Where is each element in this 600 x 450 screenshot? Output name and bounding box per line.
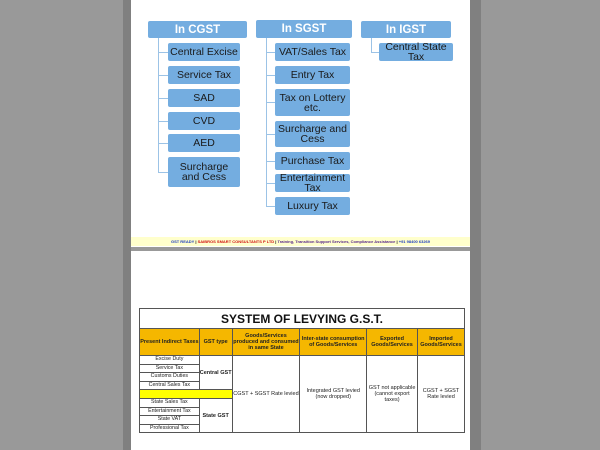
imported-cell: CGST + SGST Rate levied [418, 356, 465, 433]
tax-cell: Excise Duty [140, 356, 200, 365]
gst-type-cell: Central GST [199, 356, 232, 390]
sgst-item: Luxury Tax [275, 197, 350, 215]
cgst-item: Central Excise [168, 43, 240, 61]
gst-levy-table [139, 308, 465, 433]
highlight-row [140, 390, 233, 399]
page-1 [131, 0, 470, 247]
col-header: Present Indirect Taxes [140, 329, 200, 356]
sgst-item: Entertainment Tax [275, 174, 350, 192]
col-header: Goods/Services produced and consumed in same State [232, 329, 300, 356]
tax-cell: Central Sales Tax [140, 381, 200, 390]
footer-sep: | [274, 239, 278, 244]
exported-cell: GST not applicable (cannot export taxes) [367, 356, 418, 433]
footer-sep: | [194, 239, 198, 244]
cgst-item: SAD [168, 89, 240, 107]
cgst-item: AED [168, 134, 240, 152]
tax-cell: Customs Duties [140, 373, 200, 382]
table-title: SYSTEM OF LEVYING G.S.T. [140, 309, 465, 329]
gst-type-cell: State GST [199, 398, 232, 432]
tax-cell: Entertainment Tax [140, 407, 200, 416]
cgst-header: In CGST [148, 21, 247, 38]
tax-cell: Professional Tax [140, 424, 200, 433]
col-header: Inter-state consumption of Goods/Services [300, 329, 367, 356]
footer-services: Training, Transition Support Services, Compliance Assistance [277, 239, 396, 244]
sgst-item: Entry Tax [275, 66, 350, 84]
sgst-header: In SGST [256, 20, 352, 38]
sgst-item: VAT/Sales Tax [275, 43, 350, 61]
inter-state-cell: Integrated GST levied (now dropped) [300, 356, 367, 433]
cgst-item: Surcharge and Cess [168, 157, 240, 187]
col-header: GST type [199, 329, 232, 356]
slide-footer [131, 237, 470, 246]
viewer-gutter-left [123, 0, 131, 450]
cgst-item: Service Tax [168, 66, 240, 84]
footer-company: SAIBROS SMART CONSULTANTS P LTD [197, 239, 275, 244]
sgst-item: Purchase Tax [275, 152, 350, 170]
tax-cell: State Sales Tax [140, 398, 200, 407]
col-header: Exported Goods/Services [367, 329, 418, 356]
footer-brand: GST READY [170, 239, 195, 244]
footer-phone: +91 98400 63269 [398, 239, 431, 244]
sgst-item: Surcharge and Cess [275, 121, 350, 147]
igst-header: In IGST [361, 21, 451, 38]
viewer-gutter-right [470, 0, 481, 450]
sgst-item: Tax on Lottery etc. [275, 89, 350, 116]
tax-cell: Service Tax [140, 364, 200, 373]
igst-item: Central State Tax [379, 43, 453, 61]
same-state-cell: CGST + SGST Rate levied [232, 356, 300, 433]
footer-sep: | [395, 239, 399, 244]
tax-cell: State VAT [140, 416, 200, 425]
col-header: Imported Goods/Services [418, 329, 465, 356]
page-2 [131, 251, 470, 450]
cgst-item: CVD [168, 112, 240, 130]
